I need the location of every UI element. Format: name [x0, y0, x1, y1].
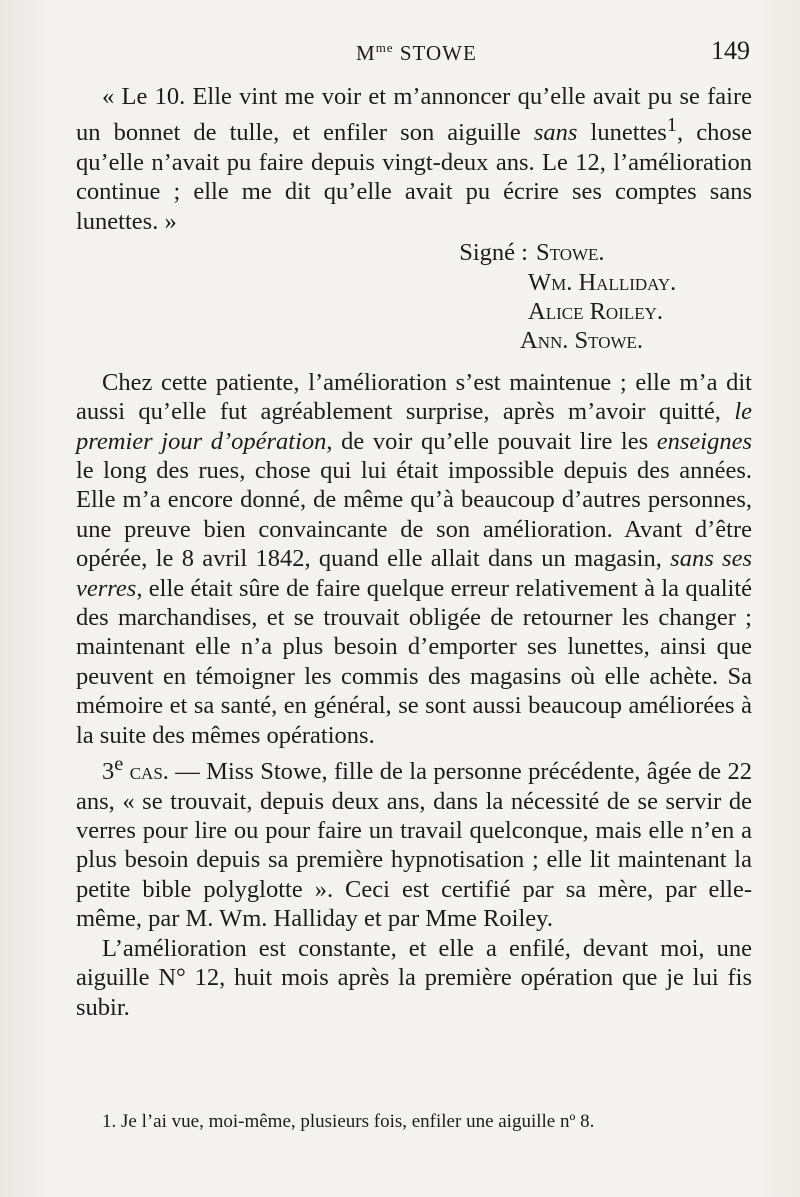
p2-text-1: Chez cette patiente, l’amélioration s’est maintenue ; elle m’a dit aussi qu’elle fut agréablement surprise, après m’avoir quitté,: [76, 368, 752, 426]
case-number-superscript: e: [114, 753, 124, 776]
p2-text-4: , elle était sûre de faire quelque erreur relativement à la qualité des marchandises, et se trouvait obligée de retourner les changer ; maintenant elle n’a plus besoin d’emporter ses lunettes, ainsi que peuvent en témoigner les commis des magasins où elle achète. Sa mémoire et sa santé, en général, se sont aussi beaucoup améliorées à la suite des mêmes opérations.: [76, 574, 752, 749]
paragraph-2: [76, 368, 752, 750]
running-head-name: STOWE: [399, 41, 477, 65]
case-number: 3: [102, 758, 115, 786]
signature-name-1: Stowe.: [536, 239, 605, 267]
p2-italic-1: le premier jour d’opération: [76, 398, 752, 455]
signature-label: Signé :: [459, 239, 528, 267]
p1-italic-1: sans: [533, 119, 578, 147]
signature-line-1: [76, 238, 752, 267]
signature-name-2: Wm. Halliday.: [528, 268, 677, 296]
running-head: [356, 40, 477, 66]
p2-italic-3: sans ses verres: [76, 545, 752, 602]
running-head-prefix: M: [356, 41, 376, 65]
p1-text-3: , chose qu’elle n’avait pu faire depuis vingt-deux ans. Le 12, l’amélioration continue ; elle me dit qu’elle avait pu écrire ses comptes sans lunettes. »: [76, 119, 752, 235]
signature-name-3: Alice Roiley.: [528, 298, 664, 325]
footnote-reference: 1: [666, 114, 677, 137]
p2-text-3: le long des rues, chose qui lui était impossible depuis des années. Elle m’a encore donné, de même qu’à beaucoup d’autres personnes, une preuve bien convaincante de son amélioration. Avant d’être opérée, le 8 avril 1842, quand elle allait dans un magasin,: [76, 457, 752, 573]
p2-italic-2: enseignes: [656, 427, 752, 455]
paragraph-3: [76, 750, 752, 934]
signature-name-4: Ann. Stowe.: [520, 327, 644, 355]
page-header: [0, 36, 800, 76]
p1-text-2: lunettes: [577, 119, 667, 147]
p1-text-1: « Le 10. Elle vint me voir et m’annoncer qu’elle avait pu se faire un bonnet de tulle, et enfiler son aiguille: [76, 83, 752, 147]
running-head-superscript: me: [375, 40, 394, 55]
signature-block: [76, 238, 752, 356]
paragraph-4: L’amélioration est constante, et elle a enfilé, devant moi, une aiguille N° 12, huit mois après la première opération que je lui fis subir.: [76, 934, 752, 1021]
p2-text-2: , de voir qu’elle pouvait lire les: [326, 427, 657, 455]
p3-text: — Miss Stowe, fille de la personne précédente, âgée de 22 ans, « se trouvait, depuis deux ans, dans la nécessité de se servir de verres pour lire ou pour faire un travail quelconque, mais elle n’en a plus besoin depuis sa première hypnotisation ; elle lit maintenant la petite bible polyglotte ». Ceci est certifié par sa mère, par elle-même, par M. Wm. Halliday et par Mme Roiley.: [76, 758, 753, 933]
paragraph-1: [76, 82, 752, 236]
page-number: 149: [711, 36, 750, 65]
case-label: cas.: [129, 758, 169, 786]
main-text: [76, 82, 752, 1022]
footnote: 1. Je l’ai vue, moi-même, plusieurs fois, enfiler une aiguille nº 8.: [102, 1111, 595, 1132]
